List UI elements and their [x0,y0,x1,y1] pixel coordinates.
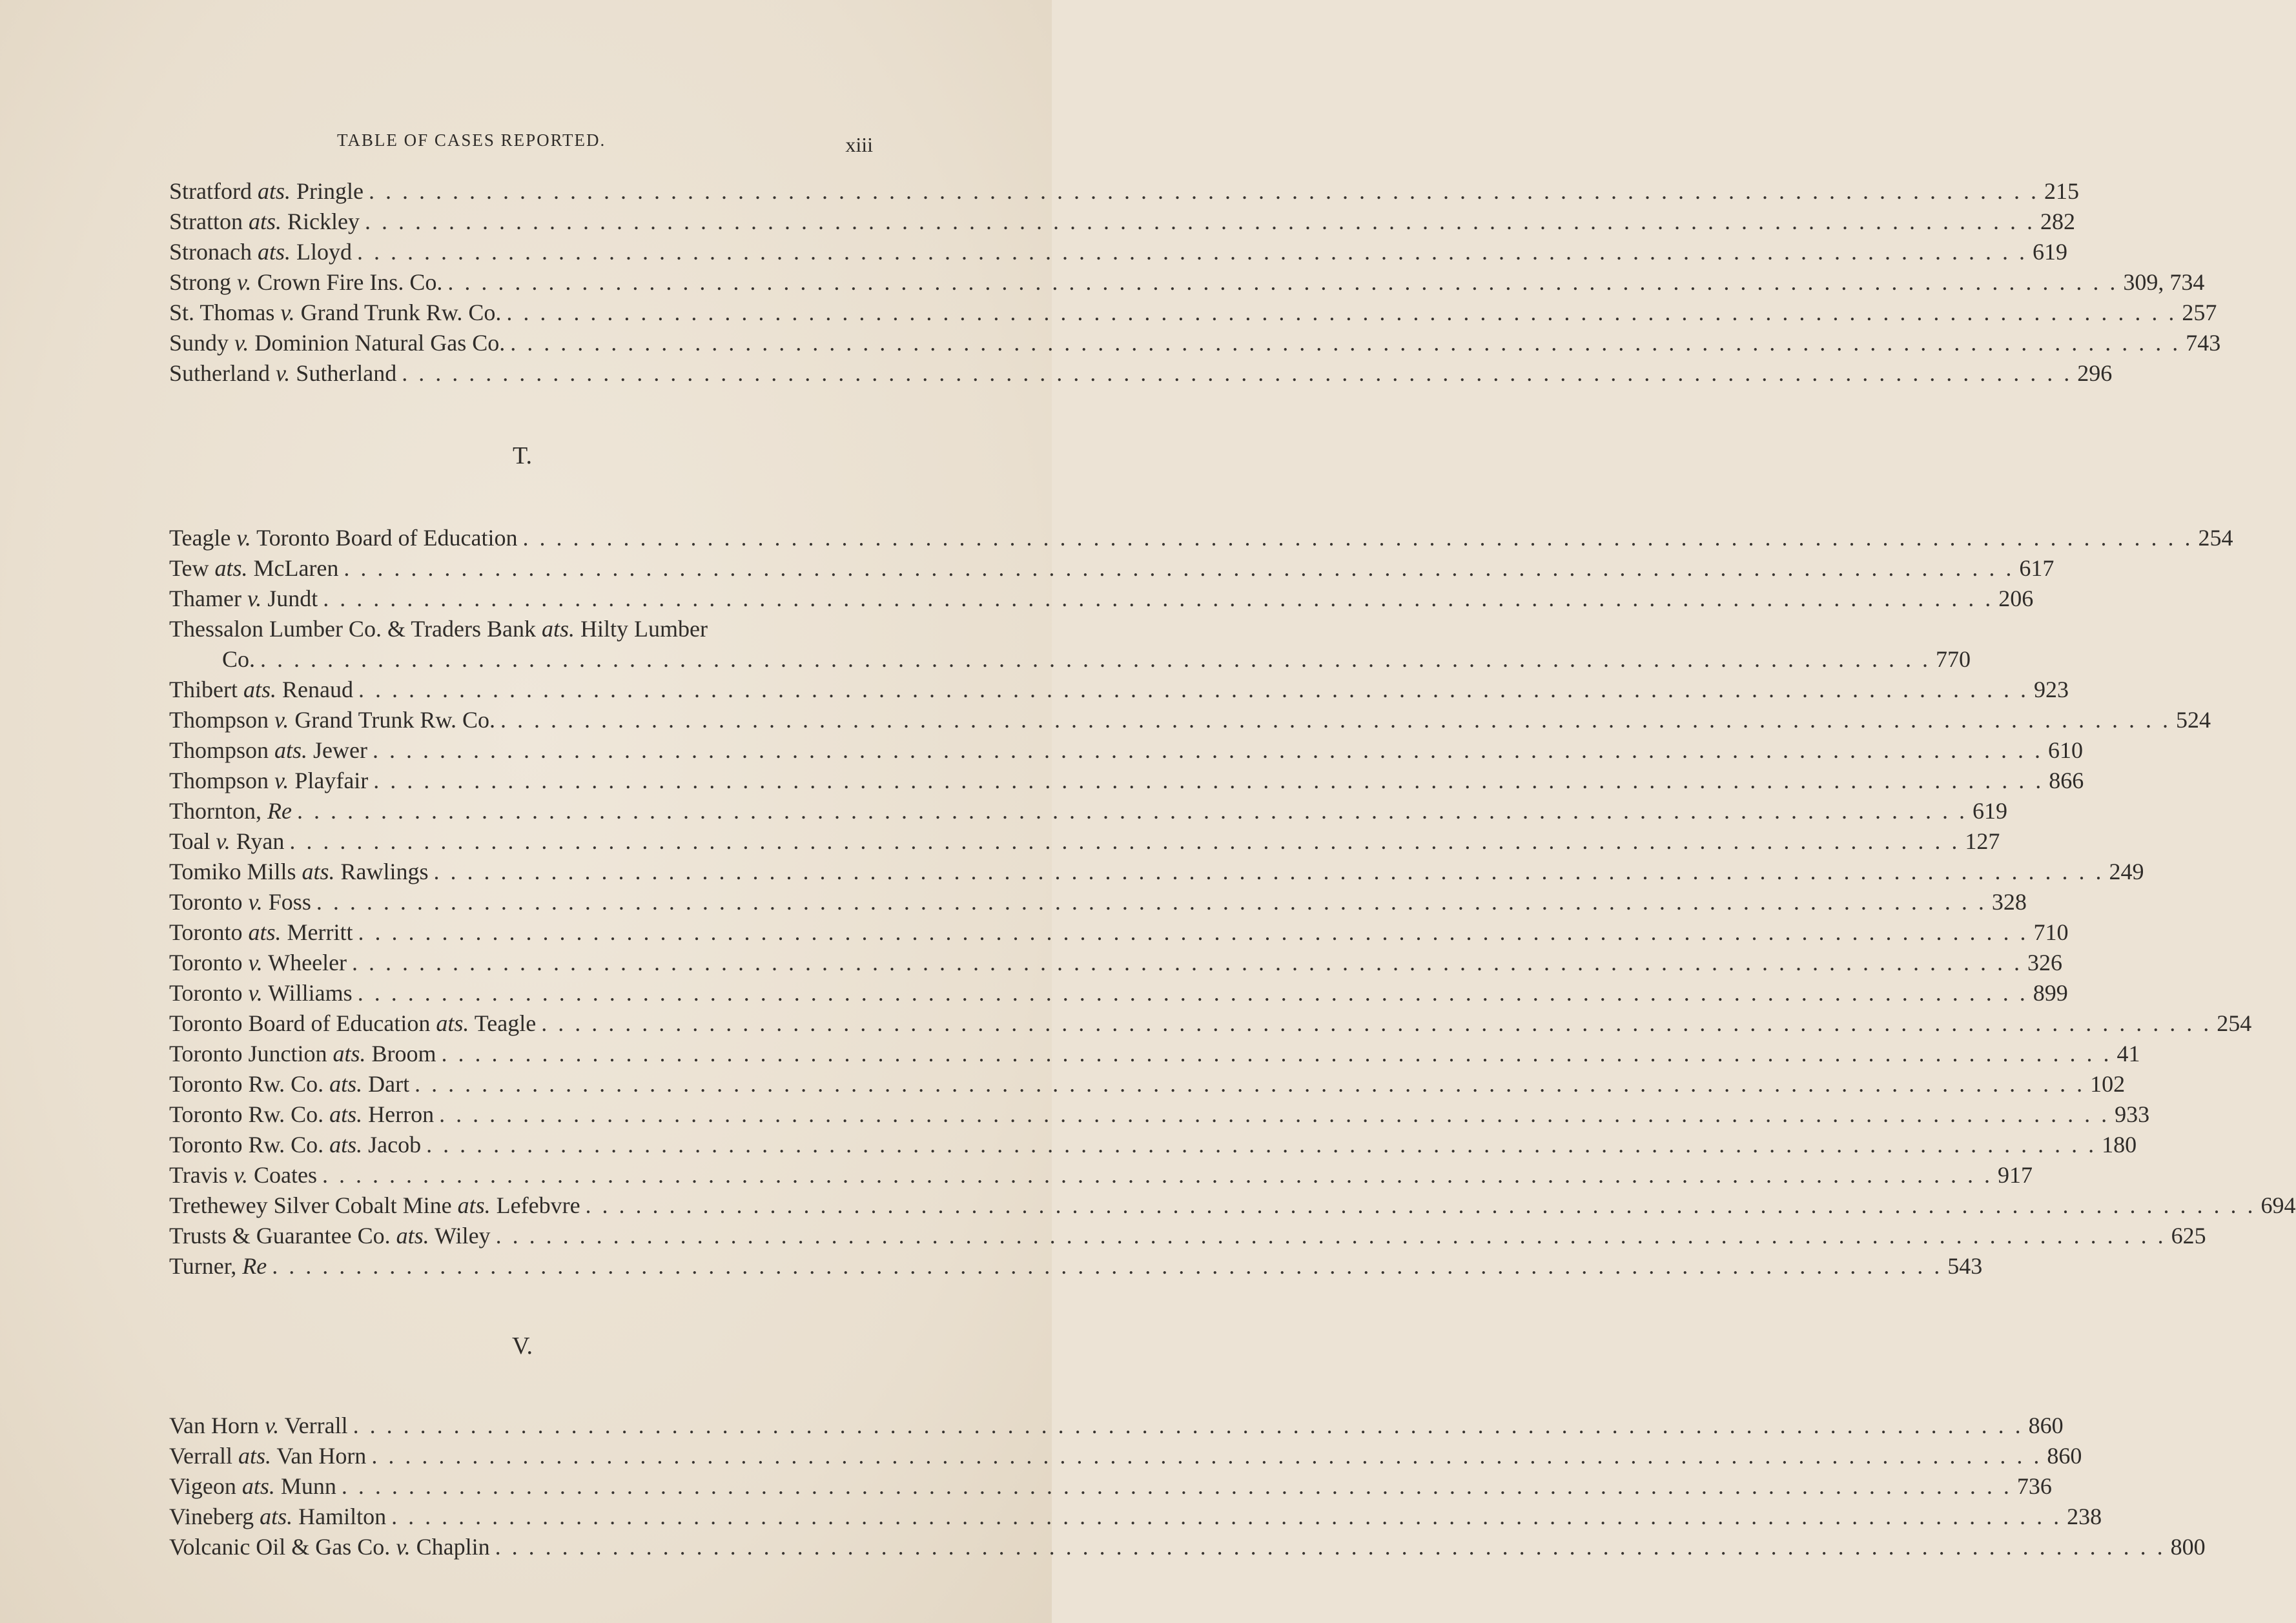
party-b: Wiley [435,1223,491,1249]
list-item [169,1099,2150,1130]
running-head: TABLE OF CASES REPORTED. [337,130,606,150]
list-item [169,978,2068,1008]
party-b: Broom [371,1041,436,1067]
case-name [169,1190,580,1221]
case-connector: v. [275,360,291,386]
party-b: Dart [368,1071,410,1097]
party-a: Toronto Rw. Co. [169,1132,324,1158]
case-connector: v. [264,1413,280,1438]
case-connector: v. [248,980,263,1006]
party-a: Toronto Board of Education [169,1010,431,1036]
page-header [169,127,876,159]
case-connector: v. [237,269,252,295]
dot-leader: . . . . . . . . . . . . . . . . . . . . . . . . . . . . . . . . . . . . . . . . . . . . . . . . . . . . . . . . . . . . . . . . . . . . . . . . . . . . . . . . . . . . . . . . . . . . . . . . . . . . [323,586,1994,611]
case-connector: ats. [302,859,335,884]
list-item [169,887,2027,917]
party-b: Sutherland [296,360,397,386]
page-reference: 923 [2033,677,2069,702]
list-item [169,1039,2140,1069]
list-item [169,207,2075,237]
case-name [169,614,708,644]
page-reference: 238 [2067,1504,2102,1529]
case-name [169,978,353,1008]
dot-leader: . . . . . . . . . . . . . . . . . . . . . . . . . . . . . . . . . . . . . . . . . . . . . . . . . . . . . . . . . . . . . . . . . . . . . . . . . . . . . . . . . . . . . . . . . . . . . . . . . . . . [272,1253,1943,1279]
case-name [169,553,338,584]
dot-leader: . . . . . . . . . . . . . . . . . . . . . . . . . . . . . . . . . . . . . . . . . . . . . . . . . . . . . . . . . . . . . . . . . . . . . . . . . . . . . . . . . . . . . . . . . . . . . . . . . . . . [358,677,2029,702]
party-b: Hamilton [298,1504,387,1529]
party-b: Playfair [294,768,369,793]
party-a: Vigeon [169,1473,236,1499]
party-a: Tew [169,555,209,581]
list-item [169,1069,2126,1099]
case-connector: ats. [249,209,282,234]
party-a: Toronto [169,889,243,915]
case-name [169,948,347,978]
case-name [169,857,429,887]
case-connector: v. [396,1534,411,1560]
case-name [169,237,352,267]
party-a: Toronto [169,980,243,1006]
list-item [169,1008,2252,1039]
case-connector: v. [248,889,263,915]
page-reference: 917 [1998,1162,2033,1188]
case-name [169,267,442,298]
dot-leader: . . . . . . . . . . . . . . . . . . . . . . . . . . . . . . . . . . . . . . . . . . . . . . . . . . . . . . . . . . . . . . . . . . . . . . . . . . . . . . . . . . . . . . . . . . . . . . . . . . . . [433,859,2104,884]
list-item [169,237,2067,267]
page-reference: 617 [2019,555,2055,581]
party-a: Thompson [169,707,269,733]
dot-leader: . . . . . . . . . . . . . . . . . . . . . . . . . . . . . . . . . . . . . . . . . . . . . . . . . . . . . . . . . . . . . . . . . . . . . . . . . . . . . . . . . . . . . . . . . . . . . . . . . . . . [357,980,2028,1006]
case-connector: ats. [257,239,291,265]
party-a: Vineberg [169,1504,254,1529]
list-item [169,267,2205,298]
party-b-continued: Co. [222,646,256,672]
page-reference: 180 [2102,1132,2137,1158]
party-b: Dominion Natural Gas Co. [254,330,506,356]
party-b: Jundt [267,586,318,611]
party-a: Toronto Rw. Co. [169,1101,324,1127]
party-a: Thamer [169,586,241,611]
case-connector: v. [274,768,289,793]
party-b: Jacob [368,1132,422,1158]
case-connector: ats. [257,178,291,204]
case-connector: ats. [274,737,308,763]
case-name [169,176,364,207]
section-letter: T. [513,442,532,469]
case-name [169,705,495,735]
party-a: Thompson [169,768,269,793]
list-item [169,1160,2033,1190]
page-reference: 710 [2033,919,2069,945]
party-b: Merritt [287,919,353,945]
page-reference: 743 [2186,330,2221,356]
dot-leader: . . . . . . . . . . . . . . . . . . . . . . . . . . . . . . . . . . . . . . . . . . . . . . . . . . . . . . . . . . . . . . . . . . . . . . . . . . . . . . . . . . . . . . . . . . . . . . . . . . . . [316,889,1987,915]
party-b: Crown Fire Ins. Co. [257,269,443,295]
case-connector: ats. [248,919,282,945]
case-connector: Re [267,798,292,824]
case-connector: v. [234,330,249,356]
dot-leader: . . . . . . . . . . . . . . . . . . . . . . . . . . . . . . . . . . . . . . . . . . . . . . . . . . . . . . . . . . . . . . . . . . . . . . . . . . . . . . . . . . . . . . . . . . . . . . . . . . . . [372,737,2043,763]
party-a: Toronto [169,950,243,975]
list-item [169,948,2063,978]
list-item [169,1130,2137,1160]
page-reference: 800 [2170,1534,2206,1560]
list-item-continuation [169,644,1971,675]
party-b: McLaren [253,555,339,581]
case-connector: ats. [457,1192,491,1218]
dot-leader: . . . . . . . . . . . . . . . . . . . . . . . . . . . . . . . . . . . . . . . . . . . . . . . . . . . . . . . . . . . . . . . . . . . . . . . . . . . . . . . . . . . . . . . . . . . . . . . . . . . . [353,1413,2024,1438]
case-name [169,328,505,358]
case-connector: v. [280,300,295,325]
case-connector: Re [242,1253,267,1279]
party-a: Volcanic Oil & Gas Co. [169,1534,391,1560]
page-reference: 625 [2171,1223,2206,1249]
page-reference: 282 [2040,209,2075,234]
table-of-cases [169,176,2296,1562]
party-b: Grand Trunk Rw. Co. [294,707,496,733]
dot-leader: . . . . . . . . . . . . . . . . . . . . . . . . . . . . . . . . . . . . . . . . . . . . . . . . . . . . . . . . . . . . . . . . . . . . . . . . . . . . . . . . . . . . . . . . . . . . . . . . . . . . [356,239,2027,265]
list-item [169,917,2069,948]
case-connector: ats. [333,1041,366,1067]
party-a: Van Horn [169,1413,259,1438]
list-item [169,1190,2296,1221]
case-name [169,207,360,237]
party-b: Teagle [474,1010,537,1036]
party-a: Thessalon Lumber Co. & Traders Bank [169,616,536,642]
list-item [169,176,2079,207]
case-connector: v. [247,586,262,611]
case-name [169,584,318,614]
page-reference: 127 [1965,828,2000,854]
page-reference: 610 [2047,737,2083,763]
party-a: Sundy [169,330,229,356]
party-b: Jewer [313,737,367,763]
dot-leader: . . . . . . . . . . . . . . . . . . . . . . . . . . . . . . . . . . . . . . . . . . . . . . . . . . . . . . . . . . . . . . . . . . . . . . . . . . . . . . . . . . . . . . . . . . . . . . . . . . . . [522,525,2193,551]
party-a: Toal [169,828,210,854]
case-connector: v. [248,950,263,975]
list-item [169,796,2007,826]
dot-leader: . . . . . . . . . . . . . . . . . . . . . . . . . . . . . . . . . . . . . . . . . . . . . . . . . . . . . . . . . . . . . . . . . . . . . . . . . . . . . . . . . . . . . . . . . . . . . . . . . . . . [441,1041,2112,1067]
case-name [169,826,284,857]
page-reference: 899 [2033,980,2068,1006]
page-reference: 254 [2217,1010,2252,1036]
dot-leader: . . . . . . . . . . . . . . . . . . . . . . . . . . . . . . . . . . . . . . . . . . . . . . . . . . . . . . . . . . . . . . . . . . . . . . . . . . . . . . . . . . . . . . . . . . . . . . . . . . . . [343,555,2014,581]
case-connector: ats. [329,1132,363,1158]
page-reference: 619 [2032,239,2067,265]
page-reference: 326 [2027,950,2063,975]
party-a: Travis [169,1162,228,1188]
case-name [169,735,367,766]
list-item [169,675,2069,705]
dot-leader: . . . . . . . . . . . . . . . . . . . . . . . . . . . . . . . . . . . . . . . . . . . . . . . . . . . . . . . . . . . . . . . . . . . . . . . . . . . . . . . . . . . . . . . . . . . . . . . . . . . . [426,1132,2097,1158]
list-item [169,1502,2102,1532]
page-reference: 770 [1936,646,1971,672]
party-b: Chaplin [416,1534,490,1560]
case-name [169,1471,336,1502]
case-name [169,1130,421,1160]
dot-leader: . . . . . . . . . . . . . . . . . . . . . . . . . . . . . . . . . . . . . . . . . . . . . . . . . . . . . . . . . . . . . . . . . . . . . . . . . . . . . . . . . . . . . . . . . . . . . . . . . . . . [447,269,2118,295]
page-reference: 866 [2049,768,2084,793]
party-b: Herron [368,1101,435,1127]
dot-leader: . . . . . . . . . . . . . . . . . . . . . . . . . . . . . . . . . . . . . . . . . . . . . . . . . . . . . . . . . . . . . . . . . . . . . . . . . . . . . . . . . . . . . . . . . . . . . . . . . . . . [368,178,2039,204]
case-connector: ats. [260,1504,293,1529]
case-name [169,523,517,553]
list-item [169,705,2211,735]
page-reference: 257 [2182,300,2217,325]
party-a: Toronto [169,919,243,945]
party-a: Toronto Junction [169,1041,327,1067]
party-a: Sutherland [169,360,270,386]
party-a: Verrall [169,1443,232,1469]
dot-leader: . . . . . . . . . . . . . . . . . . . . . . . . . . . . . . . . . . . . . . . . . . . . . . . . . . . . . . . . . . . . . . . . . . . . . . . . . . . . . . . . . . . . . . . . . . . . . . . . . . . . [296,798,1967,824]
dot-leader: . . . . . . . . . . . . . . . . . . . . . . . . . . . . . . . . . . . . . . . . . . . . . . . . . . . . . . . . . . . . . . . . . . . . . . . . . . . . . . . . . . . . . . . . . . . . . . . . . . . . [260,646,1931,672]
dot-leader: . . . . . . . . . . . . . . . . . . . . . . . . . . . . . . . . . . . . . . . . . . . . . . . . . . . . . . . . . . . . . . . . . . . . . . . . . . . . . . . . . . . . . . . . . . . . . . . . . . . . [391,1504,2062,1529]
page-reference: 860 [2047,1443,2082,1469]
case-name [169,358,396,389]
dot-leader: . . . . . . . . . . . . . . . . . . . . . . . . . . . . . . . . . . . . . . . . . . . . . . . . . . . . . . . . . . . . . . . . . . . . . . . . . . . . . . . . . . . . . . . . . . . . . . . . . . . . [439,1101,2110,1127]
page-reference: 309, 734 [2123,269,2205,295]
list-item [169,328,2221,358]
case-connector: v. [274,707,289,733]
party-b: Grand Trunk Rw. Co. [300,300,502,325]
page-number: xiii [845,133,873,156]
page-reference: 41 [2117,1041,2140,1067]
party-a: Thornton, [169,798,261,824]
case-name [169,1411,348,1441]
dot-leader: . . . . . . . . . . . . . . . . . . . . . . . . . . . . . . . . . . . . . . . . . . . . . . . . . . . . . . . . . . . . . . . . . . . . . . . . . . . . . . . . . . . . . . . . . . . . . . . . . . . . [541,1010,2212,1036]
page-reference: 694 [2260,1192,2296,1218]
list-item [169,614,876,644]
party-b: Foss [268,889,311,915]
party-b: Lloyd [296,239,352,265]
party-a: Teagle [169,525,231,551]
page-reference: 215 [2044,178,2079,204]
dot-leader: . . . . . . . . . . . . . . . . . . . . . . . . . . . . . . . . . . . . . . . . . . . . . . . . . . . . . . . . . . . . . . . . . . . . . . . . . . . . . . . . . . . . . . . . . . . . . . . . . . . . [495,1534,2166,1560]
party-b: Rawlings [340,859,429,884]
dot-leader: . . . . . . . . . . . . . . . . . . . . . . . . . . . . . . . . . . . . . . . . . . . . . . . . . . . . . . . . . . . . . . . . . . . . . . . . . . . . . . . . . . . . . . . . . . . . . . . . . . . . [500,707,2171,733]
party-b: Rickley [287,209,360,234]
dot-leader: . . . . . . . . . . . . . . . . . . . . . . . . . . . . . . . . . . . . . . . . . . . . . . . . . . . . . . . . . . . . . . . . . . . . . . . . . . . . . . . . . . . . . . . . . . . . . . . . . . . . [341,1473,2012,1499]
party-a: Trusts & Guarantee Co. [169,1223,391,1249]
list-item [169,358,2113,389]
list-item [169,584,2034,614]
party-b: Renaud [282,677,353,702]
party-b: Van Horn [276,1443,367,1469]
case-connector: ats. [238,1443,271,1469]
case-name [169,1502,386,1532]
page-reference: 524 [2176,707,2211,733]
case-name [169,796,292,826]
page-reference: 296 [2077,360,2113,386]
list-item [169,298,2217,328]
page-reference: 206 [1998,586,2034,611]
dot-leader: . . . . . . . . . . . . . . . . . . . . . . . . . . . . . . . . . . . . . . . . . . . . . . . . . . . . . . . . . . . . . . . . . . . . . . . . . . . . . . . . . . . . . . . . . . . . . . . . . . . . [352,950,2023,975]
case-connector: v. [236,525,251,551]
case-name [169,1069,409,1099]
case-connector: ats. [329,1101,363,1127]
list-item [169,1441,2082,1471]
list-item [169,1471,2052,1502]
dot-leader: . . . . . . . . . . . . . . . . . . . . . . . . . . . . . . . . . . . . . . . . . . . . . . . . . . . . . . . . . . . . . . . . . . . . . . . . . . . . . . . . . . . . . . . . . . . . . . . . . . . . [373,768,2044,793]
party-a: Stronach [169,239,252,265]
case-connector: v. [233,1162,249,1188]
case-name [169,917,353,948]
page-reference: 254 [2198,525,2233,551]
list-item [169,553,2055,584]
party-a: St. Thomas [169,300,275,325]
party-a: Thibert [169,677,238,702]
page-reference: 249 [2109,859,2144,884]
list-item [169,735,2083,766]
case-connector: ats. [214,555,248,581]
dot-leader: . . . . . . . . . . . . . . . . . . . . . . . . . . . . . . . . . . . . . . . . . . . . . . . . . . . . . . . . . . . . . . . . . . . . . . . . . . . . . . . . . . . . . . . . . . . . . . . . . . . . [495,1223,2166,1249]
list-item [169,1532,2206,1562]
party-a: Stratford [169,178,252,204]
list-item [169,766,2084,796]
list-item [169,523,2233,553]
page-reference: 619 [1972,798,2007,824]
page-reference: 736 [2016,1473,2052,1499]
page-reference: 860 [2028,1413,2064,1438]
page-reference: 102 [2090,1071,2126,1097]
case-connector: ats. [329,1071,363,1097]
page-reference: 543 [1947,1253,1983,1279]
case-name [169,1251,267,1281]
party-b: Williams [268,980,353,1006]
case-name [169,675,353,705]
case-connector: ats. [243,677,276,702]
page-reference: 328 [1991,889,2027,915]
case-name [169,298,501,328]
dot-leader: . . . . . . . . . . . . . . . . . . . . . . . . . . . . . . . . . . . . . . . . . . . . . . . . . . . . . . . . . . . . . . . . . . . . . . . . . . . . . . . . . . . . . . . . . . . . . . . . . . . . [402,360,2073,386]
party-b: Lefebvre [496,1192,580,1218]
party-b: Munn [280,1473,336,1499]
dot-leader: . . . . . . . . . . . . . . . . . . . . . . . . . . . . . . . . . . . . . . . . . . . . . . . . . . . . . . . . . . . . . . . . . . . . . . . . . . . . . . . . . . . . . . . . . . . . . . . . . . . . [322,1162,1993,1188]
dot-leader: . . . . . . . . . . . . . . . . . . . . . . . . . . . . . . . . . . . . . . . . . . . . . . . . . . . . . . . . . . . . . . . . . . . . . . . . . . . . . . . . . . . . . . . . . . . . . . . . . . . . [506,300,2177,325]
party-b: Toronto Board of Education [256,525,518,551]
party-a: Toronto Rw. Co. [169,1071,324,1097]
party-a: Stratton [169,209,243,234]
case-name [169,887,311,917]
case-connector: ats. [396,1223,429,1249]
case-name [169,766,368,796]
page-reference: 933 [2115,1101,2150,1127]
section-letter: V. [511,1332,533,1360]
case-connector: ats. [541,616,575,642]
party-b: Hilty Lumber [580,616,708,642]
party-b: Pringle [296,178,364,204]
case-name [169,1008,536,1039]
list-item [169,826,2000,857]
party-b: Ryan [236,828,285,854]
case-name [169,1441,366,1471]
list-item [169,857,2144,887]
case-connector: ats. [436,1010,469,1036]
dot-leader: . . . . . . . . . . . . . . . . . . . . . . . . . . . . . . . . . . . . . . . . . . . . . . . . . . . . . . . . . . . . . . . . . . . . . . . . . . . . . . . . . . . . . . . . . . . . . . . . . . . . [365,209,2035,234]
dot-leader: . . . . . . . . . . . . . . . . . . . . . . . . . . . . . . . . . . . . . . . . . . . . . . . . . . . . . . . . . . . . . . . . . . . . . . . . . . . . . . . . . . . . . . . . . . . . . . . . . . . . [358,919,2029,945]
dot-leader: . . . . . . . . . . . . . . . . . . . . . . . . . . . . . . . . . . . . . . . . . . . . . . . . . . . . . . . . . . . . . . . . . . . . . . . . . . . . . . . . . . . . . . . . . . . . . . . . . . . . [289,828,1960,854]
party-a: Turner, [169,1253,237,1279]
list-item [169,1221,2206,1251]
case-name [169,1532,490,1562]
case-name [169,1099,434,1130]
party-a: Trethewey Silver Cobalt Mine [169,1192,452,1218]
party-a: Tomiko Mills [169,859,296,884]
dot-leader: . . . . . . . . . . . . . . . . . . . . . . . . . . . . . . . . . . . . . . . . . . . . . . . . . . . . . . . . . . . . . . . . . . . . . . . . . . . . . . . . . . . . . . . . . . . . . . . . . . . . [585,1192,2256,1218]
dot-leader: . . . . . . . . . . . . . . . . . . . . . . . . . . . . . . . . . . . . . . . . . . . . . . . . . . . . . . . . . . . . . . . . . . . . . . . . . . . . . . . . . . . . . . . . . . . . . . . . . . . . [510,330,2181,356]
party-a: Thompson [169,737,269,763]
case-connector: ats. [241,1473,275,1499]
party-b: Verrall [284,1413,348,1438]
case-connector: v. [216,828,231,854]
case-name [169,1160,317,1190]
case-name [169,1221,491,1251]
party-b: Coates [254,1162,317,1188]
party-b: Wheeler [268,950,347,975]
list-item [169,1411,2064,1441]
dot-leader: . . . . . . . . . . . . . . . . . . . . . . . . . . . . . . . . . . . . . . . . . . . . . . . . . . . . . . . . . . . . . . . . . . . . . . . . . . . . . . . . . . . . . . . . . . . . . . . . . . . . [371,1443,2042,1469]
case-name [169,1039,436,1069]
list-item [169,1251,1983,1281]
party-a: Strong [169,269,232,295]
dot-leader: . . . . . . . . . . . . . . . . . . . . . . . . . . . . . . . . . . . . . . . . . . . . . . . . . . . . . . . . . . . . . . . . . . . . . . . . . . . . . . . . . . . . . . . . . . . . . . . . . . . . [415,1071,2086,1097]
